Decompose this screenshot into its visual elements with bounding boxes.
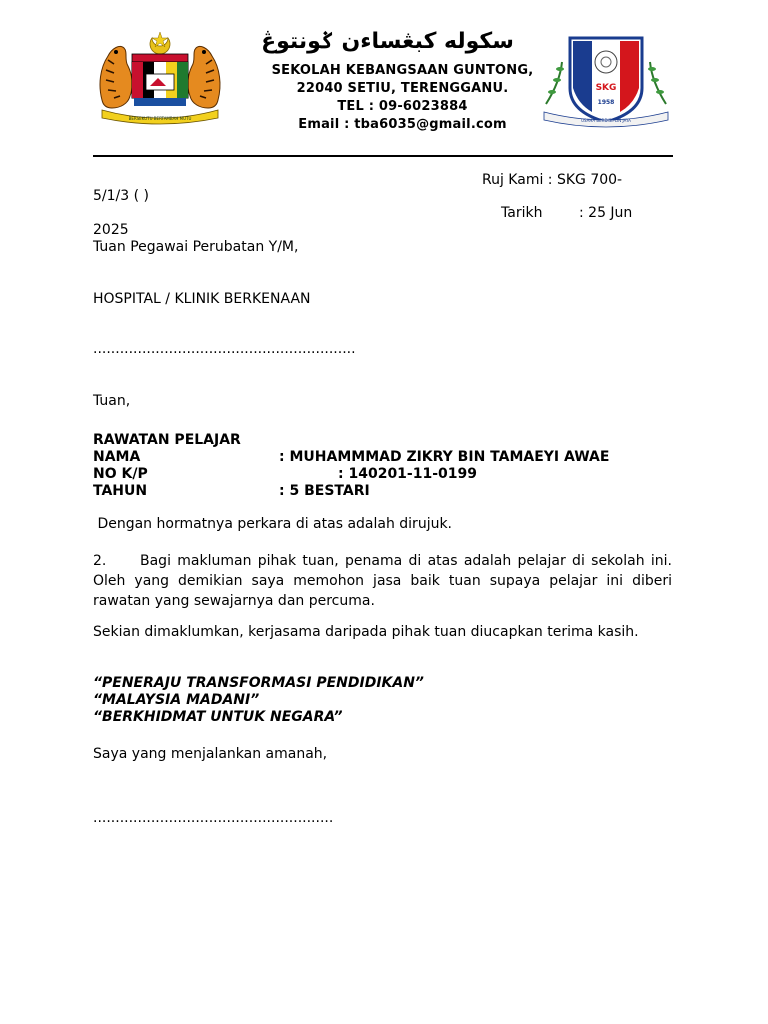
reference-number: Ruj Kami : SKG 700-	[482, 172, 623, 188]
signature-line: ......................................................	[93, 810, 334, 826]
body-paragraph-2	[93, 551, 672, 611]
subject-value-nokp: : 140201-11-0199	[338, 466, 477, 482]
motto-line-1: “PENERAJU TRANSFORMASI PENDIDIKAN”	[93, 675, 424, 691]
right-crest-year: 1958	[597, 99, 615, 106]
school-name: SEKOLAH KEBANGSAAN GUNTONG,	[271, 63, 534, 78]
date-year: 2025	[93, 222, 129, 238]
motto-line-2: “MALAYSIA MADANI”	[93, 692, 260, 708]
state-crest-logo	[94, 30, 226, 126]
subject-title: RAWATAN PELAJAR	[93, 432, 241, 448]
school-phone: TEL : 09-6023884	[337, 99, 468, 114]
paragraph-number: 2.	[93, 553, 107, 569]
subject-label-nokp: NO K/P	[93, 466, 148, 482]
subject-label-tahun: TAHUN	[93, 483, 148, 499]
date-value: : 25 Jun	[579, 205, 633, 221]
header-divider	[93, 155, 673, 157]
school-address: 22040 SETIU, TERENGGANU.	[296, 81, 509, 96]
reference-number-continued: 5/1/3 ( )	[93, 188, 149, 204]
salutation: Tuan,	[93, 393, 131, 409]
school-name-jawi: سکوله کبڠساءن ݢونتوڠ	[261, 29, 514, 54]
body-paragraph-3: Sekian dimaklumkan, kerjasama daripada pihak tuan diucapkan terima kasih.	[93, 624, 639, 640]
motto-line-3: “BERKHIDMAT UNTUK NEGARA”	[93, 709, 343, 725]
date-label: Tarikh	[501, 205, 543, 221]
left-crest-motto: BERSEKUTU BERTAMBAH MUTU	[128, 116, 192, 121]
school-email: Email : tba6035@gmail.com	[298, 117, 507, 132]
closing-phrase: Saya yang menjalankan amanah,	[93, 746, 328, 762]
recipient-title: Tuan Pegawai Perubatan Y/M,	[93, 239, 299, 255]
right-crest-initials: SKG	[595, 83, 617, 93]
body-paragraph-1: Dengan hormatnya perkara di atas adalah dirujuk.	[93, 516, 453, 532]
body-paragraph-2-text: Bagi makluman pihak tuan, penama di atas adalah pelajar di sekolah ini. Oleh yang demikian saya memohon jasa baik tuan supaya pelajar ini diberi rawatan yang sewajarnya dan percuma.	[93, 553, 672, 609]
subject-value-tahun: : 5 BESTARI	[279, 483, 370, 499]
school-badge-logo	[540, 32, 672, 128]
subject-label-nama: NAMA	[93, 449, 141, 465]
right-crest-motto: USAHA BERDISIPLIN JAYA	[581, 118, 631, 123]
subject-value-nama: : MUHAMMMAD ZIKRY BIN TAMAEYI AWAE	[279, 449, 610, 465]
recipient-institution: HOSPITAL / KLINIK BERKENAAN	[93, 291, 311, 307]
recipient-address-blank: ...........................................................	[93, 341, 356, 357]
